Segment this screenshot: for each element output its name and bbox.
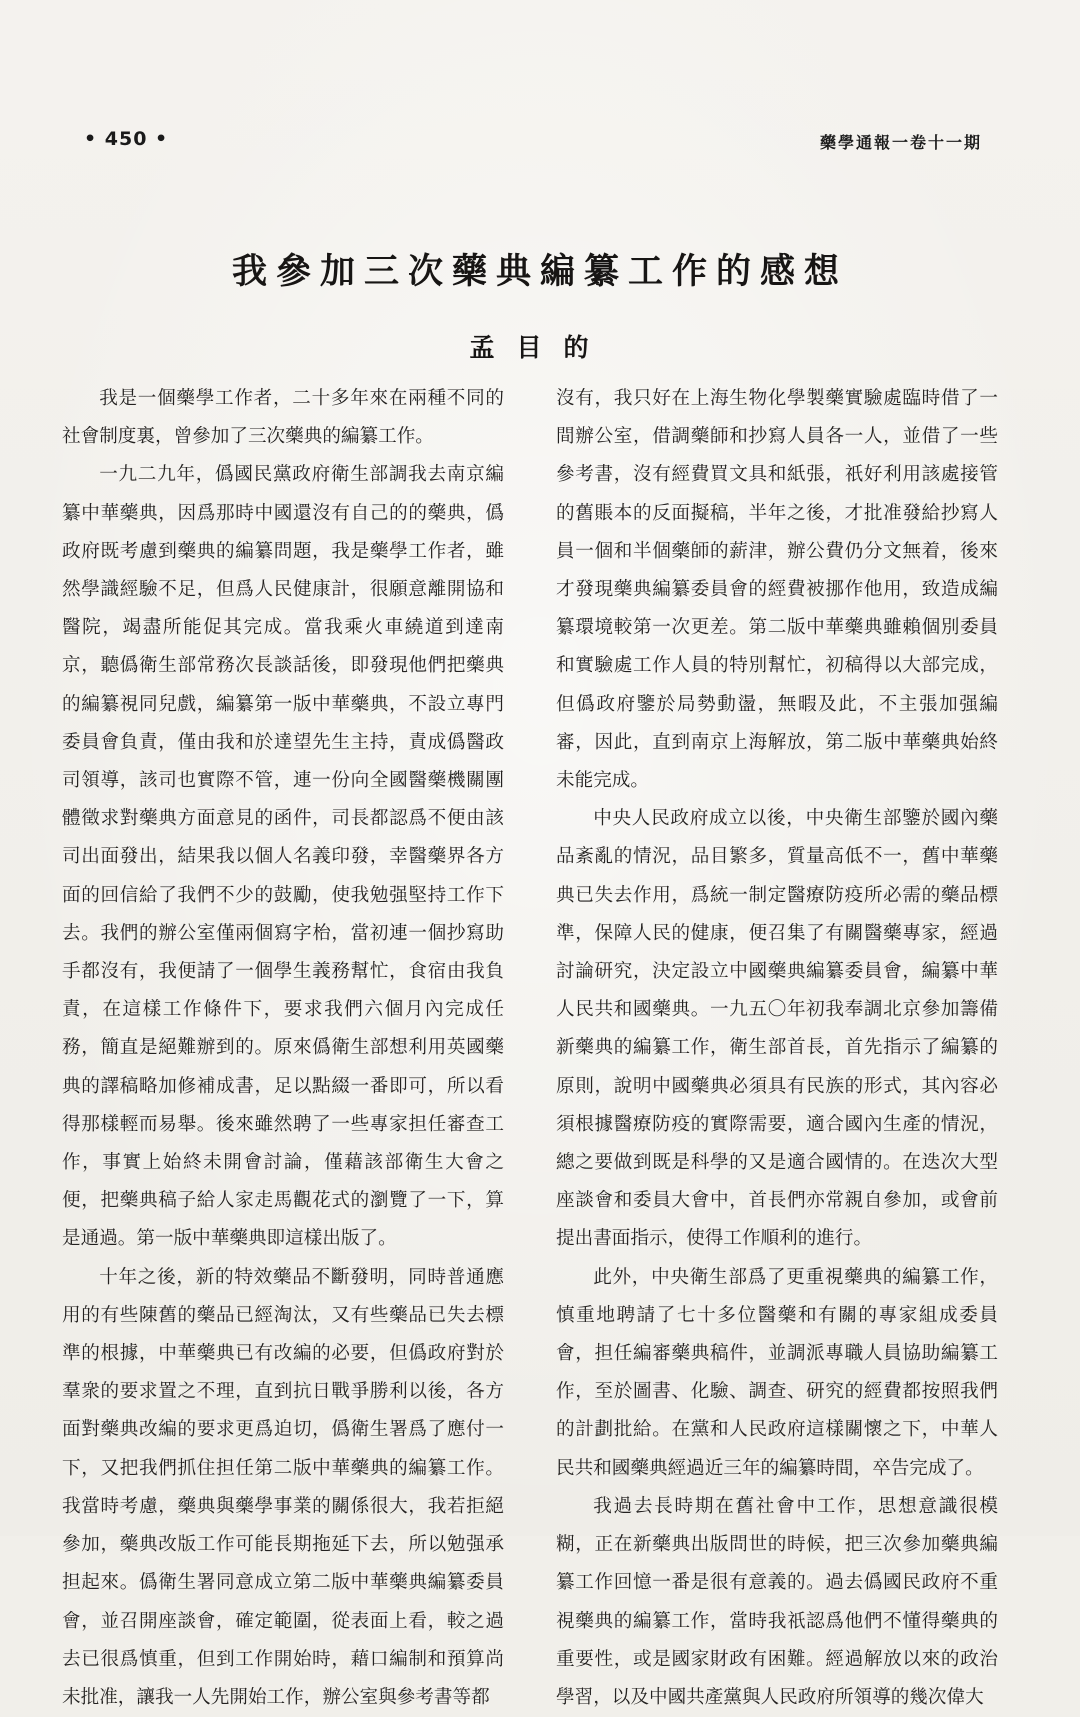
paragraph: 我是一個藥學工作者，二十多年來在兩種不同的社會制度裏，曾參加了三次藥典的編纂工作。 [62,388,504,448]
right-column [556,380,998,1708]
paragraph: 十年之後，新的特效藥品不斷發明，同時普通應用的有些陳舊的藥品已經淘汰，又有些藥品已失去標準的根據，中華藥典已有改編的必要，但僞政府對於羣衆的要求置之不理，直到抗日戰爭勝利以後，各方面對藥典改編的要求更爲迫切，僞衛生署爲了應付一下，又把我們抓住担任第二版中華藥典的編纂工作。我當時考慮，藥典與藥學事業的關係很大，我若拒絕參加，藥典改版工作可能長期拖延下去，所以勉强承担起來。僞衛生署同意成立第二版中華藥典編纂委員會，並召開座談會，確定範圍，從表面上看，較之過去已很爲慎重，但到工作開始時，藉口編制和預算尚未批准，讓我一人先開始工作，辦公室與參考書等都 [62,1266,504,1708]
left-column [62,380,504,1708]
article-title: 我參加三次藥典編纂工作的感想 [231,252,848,292]
paragraph-continued: 沒有，我只好在上海生物化學製藥實驗處臨時借了一間辦公室，借調藥師和抄寫人員各一人，並借了一些參考書，沒有經費買文具和紙張，祇好利用該處接管的舊賬本的反面擬稿，半年之後，才批准發給抄寫人員一個和半個藥師的薪津，辦公費仍分文無着，後來才發現藥典編纂委員會的經費被挪作他用，致造成編纂環境較第一次更差。第二版中華藥典雖賴個別委員和實驗處工作人員的特別幫忙，初稿得以大部完成，但僞政府鑒於局勢動盪，無暇及此，不主張加强編審，因此，直到南京上海解放，第二版中華藥典始終未能完成。 [556,388,998,792]
paragraph: 一九二九年，僞國民黨政府衛生部調我去南京編纂中華藥典，因爲那時中國還沒有自己的的藥典，僞政府既考慮到藥典的編纂問題，我是藥學工作者，雖然學識經驗不足，但爲人民健康計，很願意離開協和醫院，竭盡所能促其完成。當我乘火車繞道到達南京，聽僞衛生部常務次長談話後，即發現他們把藥典的編纂視同兒戲，編纂第一版中華藥典，不設立專門委員會負責，僅由我和於達望先生主持，責成僞醫政司領導，該司也實際不管，連一份向全國醫藥機關團體徵求對藥典方面意見的函件，司長都認爲不便由該司出面發出，結果我以個人名義印發，幸醫藥界各方面的回信給了我們不少的鼓勵，使我勉强堅持工作下去。我們的辦公室僅兩個寫字枱，當初連一個抄寫助手都沒有，我便請了一個學生義務幫忙，食宿由我負責，在這樣工作條件下，要求我們六個月內完成任務，簡直是絕難辦到的。原來僞衛生部想利用英國藥典的譯稿略加修補成書，足以點綴一番即可，所以看得那樣輕而易舉。後來雖然聘了一些專家担任審查工作，事實上始終未開會討論，僅藉該部衛生大會之便，把藥典稿子給人家走馬觀花式的瀏覽了一下，算是通過。第一版中華藥典即這樣出版了。 [62,464,504,1250]
page-number: • 450 • [84,128,169,150]
running-head: 藥學通報一卷十一期 [819,133,982,152]
paragraph: 此外，中央衛生部爲了更重視藥典的編纂工作，慎重地聘請了七十多位醫藥和有關的專家組成委員會，担任編審藥典稿件，並調派專職人員協助編纂工作，至於圖書、化驗、調查、研究的經費都按照我們的計劃批給。在黨和人民政府這樣關懷之下，中華人民共和國藥典經過近三年的編纂時間，卒告完成了。 [556,1266,998,1479]
paragraph: 中央人民政府成立以後，中央衛生部鑒於國內藥品紊亂的情況，品目繁多，質量高低不一，舊中華藥典已失去作用，爲統一制定醫療防疫所必需的藥品標準，保障人民的健康，便召集了有關醫藥專家，經過討論研究，決定設立中國藥典編纂委員會，編纂中華人民共和國藥典。一九五〇年初我奉調北京參加籌備新藥典的編纂工作，衛生部首長，首先指示了編纂的原則，說明中國藥典必須具有民族的形式，其內容必須根據醫療防疫的實際需要，適合國內生產的情況，總之要做到既是科學的又是適合國情的。在迭次大型座談會和委員大會中，首長們亦常親自參加，或會前提出書面指示，使得工作順利的進行。 [556,808,998,1250]
article-author: 孟目的 [469,333,611,362]
paragraph: 我過去長時期在舊社會中工作，思想意識很模糊，正在新藥典出版問世的時候，把三次參加藥典編纂工作回憶一番是很有意義的。過去僞國民政府不重視藥典的編纂工作，當時我祇認爲他們不懂得藥典的重要性，或是國家財政有困難。經過解放以來的政治學習，以及中國共產黨與人民政府所領導的幾次偉大 [556,1495,998,1708]
